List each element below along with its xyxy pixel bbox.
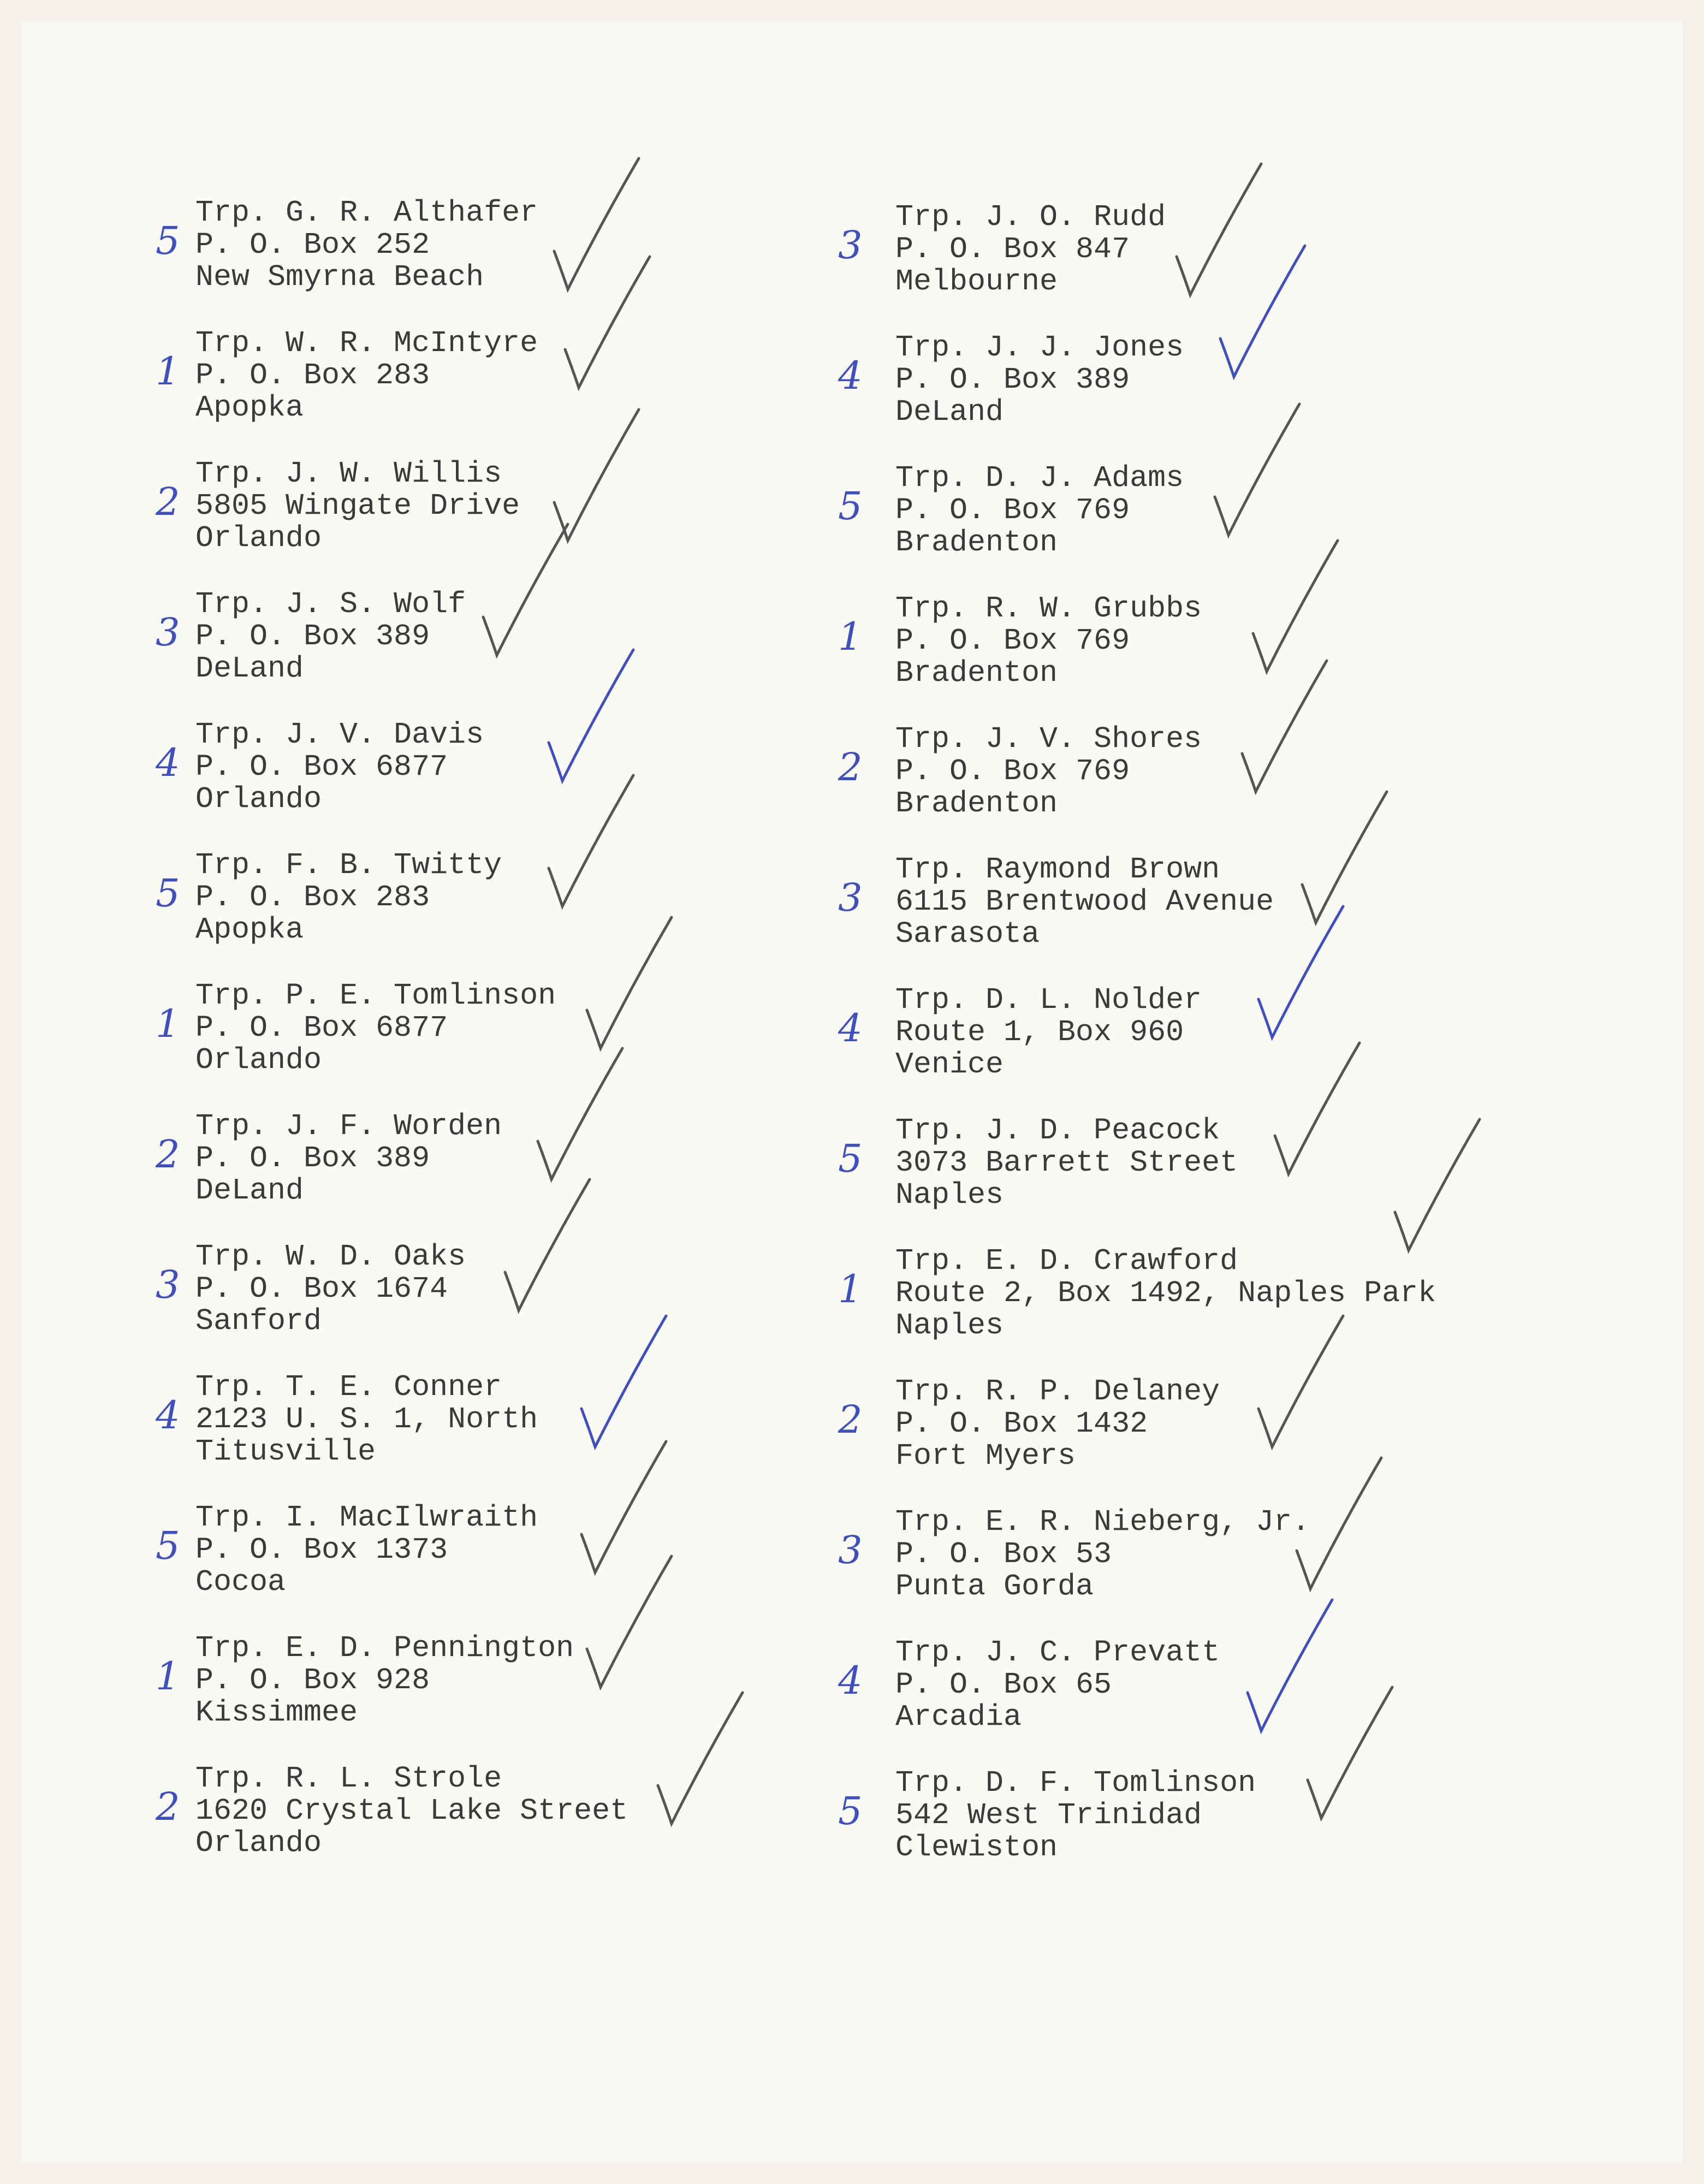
trooper-city: DeLand (195, 651, 304, 686)
trooper-entry (895, 1636, 1220, 1733)
trooper-city: Sarasota (895, 917, 1040, 951)
handwritten-number: 4 (156, 1393, 180, 1438)
trooper-name: Trp. F. B. Twitty (195, 848, 502, 882)
trooper-address: P. O. Box 1674 (195, 1272, 448, 1306)
trooper-entry (195, 1110, 502, 1207)
trooper-city: Orlando (195, 521, 322, 555)
trooper-city: Orlando (195, 782, 322, 816)
trooper-entry (895, 462, 1184, 559)
handwritten-number: 5 (156, 871, 180, 916)
trooper-entry (895, 1767, 1256, 1863)
trooper-address: P. O. Box 252 (195, 228, 430, 262)
handwritten-number: 4 (838, 1006, 863, 1051)
trooper-address: P. O. Box 769 (895, 754, 1130, 788)
trooper-city: Kissimmee (195, 1695, 358, 1730)
trooper-entry (195, 458, 520, 554)
trooper-name: Trp. P. E. Tomlinson (195, 978, 556, 1013)
trooper-entry (195, 1502, 538, 1598)
trooper-name: Trp. R. W. Grubbs (895, 591, 1202, 626)
handwritten-number: 2 (838, 1397, 863, 1442)
trooper-name: Trp. D. F. Tomlinson (895, 1766, 1256, 1800)
trooper-name: Trp. J. J. Jones (895, 330, 1184, 365)
trooper-city: Apopka (195, 912, 304, 947)
handwritten-number: 2 (156, 1132, 180, 1177)
trooper-entry (895, 201, 1166, 298)
trooper-address: P. O. Box 389 (895, 363, 1130, 397)
trooper-address: P. O. Box 389 (195, 619, 430, 654)
trooper-entry (895, 853, 1274, 950)
handwritten-number: 3 (838, 875, 863, 920)
trooper-city: Melbourne (895, 264, 1058, 299)
trooper-address: 2123 U. S. 1, North (195, 1402, 538, 1437)
trooper-address: 5805 Wingate Drive (195, 489, 520, 523)
trooper-name: Trp. J. V. Davis (195, 717, 484, 752)
handwritten-number: 2 (838, 745, 863, 790)
trooper-entry (195, 1241, 466, 1337)
handwritten-number: 5 (156, 1523, 180, 1568)
trooper-entry (895, 984, 1202, 1081)
trooper-city: Orlando (195, 1826, 322, 1860)
trooper-entry (895, 1375, 1220, 1472)
trooper-name: Trp. E. D. Crawford (895, 1244, 1238, 1278)
trooper-name: Trp. R. P. Delaney (895, 1374, 1220, 1409)
trooper-name: Trp. W. D. Oaks (195, 1239, 466, 1274)
handwritten-number: 5 (838, 1789, 863, 1833)
trooper-city: Arcadia (895, 1700, 1022, 1734)
trooper-address: P. O. Box 928 (195, 1663, 430, 1698)
handwritten-number: 1 (156, 1001, 180, 1046)
handwritten-number: 4 (838, 353, 863, 398)
trooper-city: Naples (895, 1178, 1004, 1212)
trooper-name: Trp. J. S. Wolf (195, 587, 466, 621)
trooper-name: Trp. D. J. Adams (895, 461, 1184, 495)
trooper-name: Trp. D. L. Nolder (895, 983, 1202, 1017)
trooper-city: Titusville (195, 1434, 376, 1469)
trooper-entry (895, 331, 1184, 428)
trooper-name: Trp. E. R. Nieberg, Jr. (895, 1505, 1310, 1539)
trooper-name: Trp. T. E. Conner (195, 1370, 502, 1404)
trooper-entry (195, 197, 538, 293)
trooper-entry (895, 723, 1202, 820)
trooper-city: Cocoa (195, 1565, 286, 1599)
trooper-name: Trp. W. R. McIntyre (195, 326, 538, 360)
trooper-name: Trp. I. MacIlwraith (195, 1500, 538, 1535)
trooper-entry (195, 719, 484, 815)
trooper-name: Trp. J. F. Worden (195, 1109, 502, 1143)
trooper-entry (195, 1632, 574, 1729)
trooper-address: Route 1, Box 960 (895, 1015, 1184, 1049)
trooper-entry (895, 1245, 1436, 1342)
trooper-address: P. O. Box 283 (195, 880, 430, 915)
trooper-city: Apopka (195, 390, 304, 425)
trooper-address: P. O. Box 53 (895, 1537, 1112, 1571)
trooper-address: 3073 Barrett Street (895, 1146, 1238, 1180)
handwritten-number: 2 (156, 1784, 180, 1829)
document-page (22, 22, 1682, 2162)
trooper-address: P. O. Box 1373 (195, 1533, 448, 1567)
handwritten-number: 3 (156, 610, 180, 655)
trooper-entry (195, 1762, 628, 1859)
trooper-address: 1620 Crystal Lake Street (195, 1794, 628, 1828)
trooper-city: Clewiston (895, 1830, 1058, 1865)
trooper-entry (195, 327, 538, 424)
handwritten-number: 3 (838, 1528, 863, 1572)
trooper-name: Trp. R. L. Strole (195, 1761, 502, 1796)
trooper-address: P. O. Box 6877 (195, 1011, 448, 1045)
trooper-city: Bradenton (895, 656, 1058, 690)
handwritten-number: 1 (156, 1654, 180, 1699)
trooper-address: P. O. Box 769 (895, 493, 1130, 527)
trooper-city: Venice (895, 1047, 1004, 1082)
trooper-address: Route 2, Box 1492, Naples Park (895, 1276, 1436, 1310)
handwritten-number: 4 (838, 1658, 863, 1703)
handwritten-number: 5 (156, 218, 180, 263)
trooper-city: Punta Gorda (895, 1569, 1094, 1604)
handwritten-number: 1 (156, 349, 180, 394)
trooper-address: P. O. Box 65 (895, 1667, 1112, 1702)
trooper-address: 542 West Trinidad (895, 1798, 1202, 1832)
trooper-entry (195, 980, 556, 1076)
trooper-entry (895, 1114, 1238, 1211)
trooper-city: DeLand (895, 395, 1004, 429)
trooper-address: P. O. Box 6877 (195, 750, 448, 784)
trooper-name: Trp. E. D. Pennington (195, 1631, 574, 1665)
trooper-name: Trp. J. O. Rudd (895, 200, 1166, 234)
trooper-name: Trp. J. W. Willis (195, 456, 502, 491)
trooper-entry (195, 1371, 538, 1468)
trooper-city: Orlando (195, 1043, 322, 1077)
trooper-entry (895, 592, 1202, 689)
trooper-address: P. O. Box 389 (195, 1141, 430, 1176)
trooper-name: Trp. J. D. Peacock (895, 1113, 1220, 1148)
handwritten-number: 5 (838, 1136, 863, 1181)
trooper-entry (195, 849, 502, 946)
handwritten-number: 2 (156, 479, 180, 524)
trooper-city: New Smyrna Beach (195, 260, 484, 294)
handwritten-number: 3 (156, 1262, 180, 1307)
trooper-city: Bradenton (895, 525, 1058, 560)
handwritten-number: 4 (156, 740, 180, 785)
trooper-address: P. O. Box 283 (195, 358, 430, 393)
handwritten-number: 5 (838, 484, 863, 529)
trooper-address: P. O. Box 1432 (895, 1406, 1148, 1441)
handwritten-number: 1 (838, 614, 863, 659)
handwritten-number: 3 (838, 223, 863, 268)
trooper-name: Trp. G. R. Althafer (195, 195, 538, 230)
trooper-name: Trp. Raymond Brown (895, 852, 1220, 887)
trooper-city: Fort Myers (895, 1439, 1076, 1473)
handwritten-number: 1 (838, 1267, 863, 1311)
trooper-entry (195, 588, 466, 685)
trooper-name: Trp. J. C. Prevatt (895, 1635, 1220, 1670)
trooper-address: P. O. Box 847 (895, 232, 1130, 266)
trooper-name: Trp. J. V. Shores (895, 722, 1202, 756)
trooper-city: Bradenton (895, 786, 1058, 821)
trooper-entry (895, 1506, 1310, 1603)
trooper-city: DeLand (195, 1173, 304, 1208)
trooper-address: 6115 Brentwood Avenue (895, 885, 1274, 919)
trooper-city: Naples (895, 1308, 1004, 1343)
trooper-address: P. O. Box 769 (895, 624, 1130, 658)
trooper-city: Sanford (195, 1304, 322, 1338)
